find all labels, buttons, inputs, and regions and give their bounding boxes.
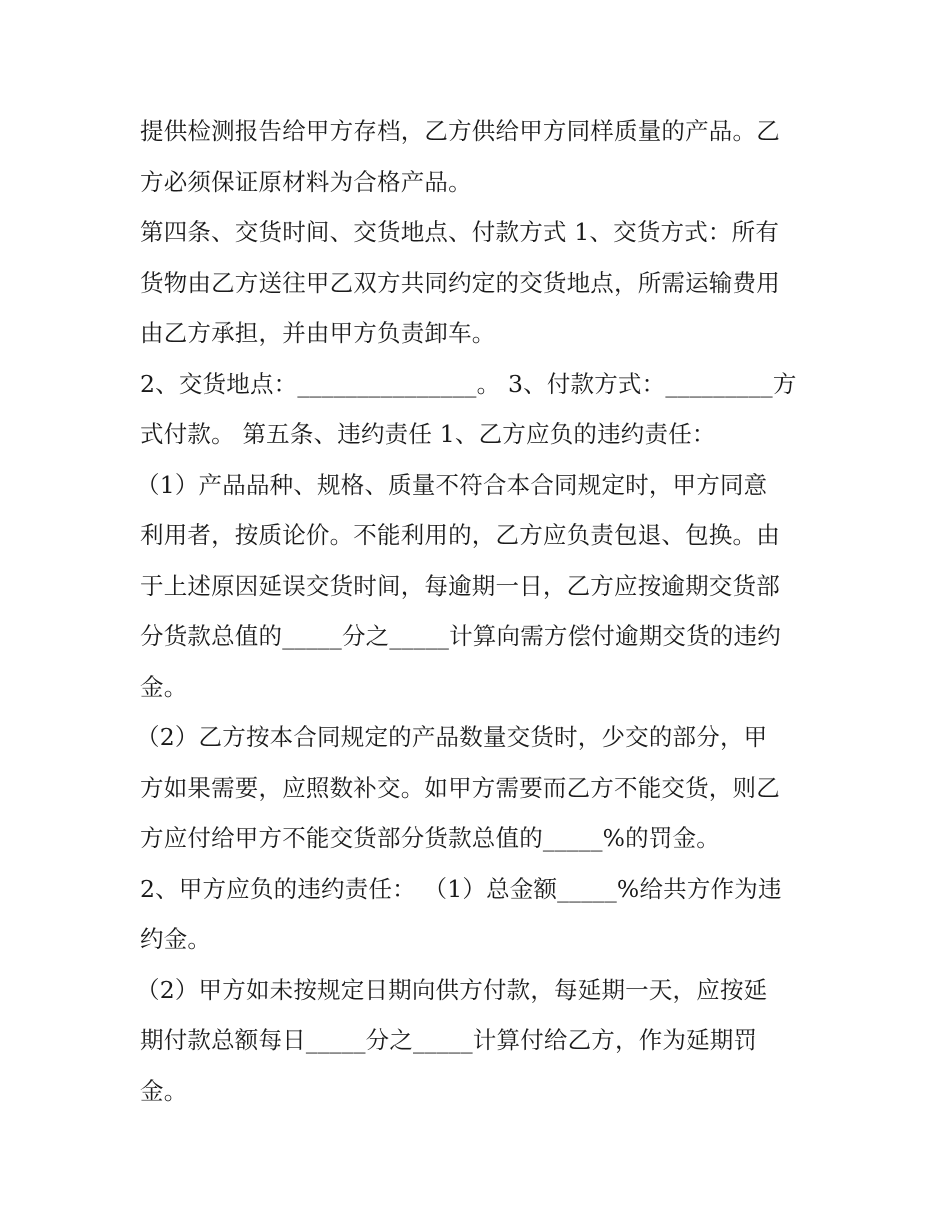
text-line-11: 分货款总值的_____分之_____计算向需方偿付逾期交货的违约 bbox=[140, 622, 781, 650]
text-line-14: 方如果需要，应照数补交。如甲方需要而乙方不能交货，则乙 bbox=[140, 773, 780, 802]
text-line-19: 期付款总额每日_____分之_____计算付给乙方，作为延期罚 bbox=[140, 1026, 758, 1054]
text-line-13: （2）乙方按本合同规定的产品数量交货时，少交的部分，甲 bbox=[136, 723, 768, 751]
text-line-16: 2、甲方应负的违约责任： （1）总金额_____%给共方作为违 bbox=[140, 874, 782, 903]
text-line-2: 方必须保证原材料为合格产品。 bbox=[140, 167, 472, 196]
text-line-6: 2、交货地点：_______________。 3、付款方式：_________方 bbox=[140, 369, 797, 398]
text-line-12: 金。 bbox=[140, 672, 188, 701]
text-line-17: 约金。 bbox=[140, 925, 212, 953]
text-line-5: 由乙方承担，并由甲方负责卸车。 bbox=[140, 319, 496, 347]
text-line-9: 利用者，按质论价。不能利用的，乙方应负责包退、包换。由 bbox=[140, 521, 780, 549]
text-line-8: （1）产品品种、规格、质量不符合本合同规定时，甲方同意 bbox=[136, 470, 768, 499]
text-line-7: 式付款。 第五条、违约责任 1、乙方应负的违约责任： bbox=[140, 420, 716, 448]
document-body bbox=[136, 106, 820, 1116]
text-line-20: 金。 bbox=[140, 1076, 188, 1105]
text-line-3: 第四条、交货时间、交货地点、付款方式 1、交货方式：所有 bbox=[140, 218, 780, 246]
text-line-4: 货物由乙方送往甲乙双方共同约定的交货地点，所需运输费用 bbox=[140, 268, 780, 297]
text-line-1: 提供检测报告给甲方存档，乙方供给甲方同样质量的产品。乙 bbox=[140, 117, 780, 145]
text-line-18: （2）甲方如未按规定日期向供方付款，每延期一天，应按延 bbox=[136, 975, 768, 1004]
text-line-10: 于上述原因延误交货时间，每逾期一日，乙方应按逾期交货部 bbox=[140, 571, 780, 600]
text-line-15: 方应付给甲方不能交货部分货款总值的_____%的罚金。 bbox=[140, 824, 720, 852]
